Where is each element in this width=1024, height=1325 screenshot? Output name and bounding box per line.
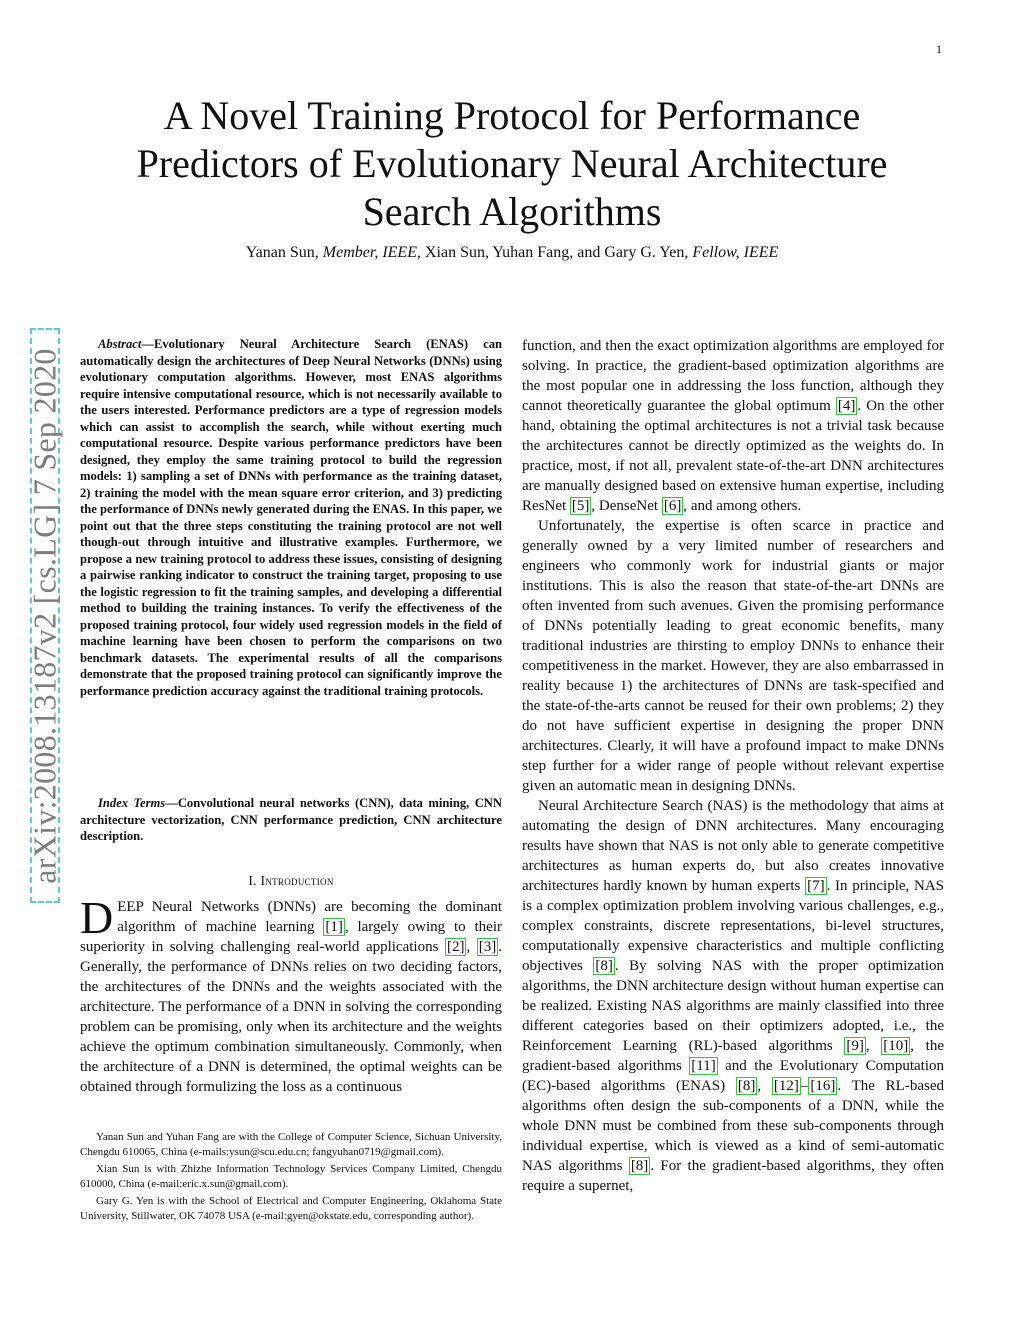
citation-link[interactable]: [8] [595,958,613,974]
citation-link[interactable]: [4] [837,398,856,414]
section-title: Introduction [260,873,334,888]
citation-link[interactable]: [10] [883,1038,909,1054]
citation-link[interactable]: [16] [810,1078,836,1094]
body-text: . By solving NAS with the proper optimization algorithms, the DNN architecture design without human expertise can be realized. Existing NAS algorithms are mainly classified into three different categories based on their optimizers adopted, i.e., the Reinforcement Learning (RL)-based algorithms [522,958,944,1054]
citation-link[interactable]: [7] [807,878,825,894]
intro-paragraph [80,892,502,1097]
citation-link[interactable]: [2] [446,939,465,955]
citation-link[interactable]: [8] [737,1078,756,1094]
author-1-role: Member, IEEE, [322,244,421,261]
abstract-label: Abstract [98,337,142,351]
footnote-affiliation-3: Gary G. Yen is with the School of Electrical and Computer Engineering, Oklahoma State University, Stillwater, OK 74078 USA (e-mail:gyen@okstate.edu, corresponding author). [80,1195,502,1222]
citation-link[interactable]: [5] [571,498,590,514]
dropcap: D [80,892,114,943]
author-2: Xian Sun, [424,244,489,261]
body-paragraph: Unfortunately, the expertise is often scarce in practice and generally owned by a very limited number of researchers and engineers who commonly work for industrial giants or major institutions. This is also the reason that state-of-the-art DNNs are often invented from such avenues. Given the promising performance of DNNs potentially leading to great economic benefits, many traditional industries are thirsting to employ DNNs to enhance their competitiveness in the market. However, they are also embarrassed in reality because 1) the architectures of DNNs are task-specified and the state-of-the-arts cannot be reused for their own problems; 2) they do not have sufficient expertise in designing the proper DNN architectures. Clearly, it will have a profound impact to make DNNs step further for a wider range of people without relevant expertise given an automatic mean in designing DNNs. [522,518,944,794]
citation-link[interactable]: [9] [846,1038,864,1054]
body-text: , the gradient-based algorithms [522,1038,944,1074]
citation-link[interactable]: [11] [691,1058,716,1074]
body-text: , and among others. [683,498,802,514]
citation-link[interactable]: [1] [325,919,343,935]
arxiv-stamp[interactable] [26,328,63,903]
body-paragraph [522,336,944,516]
footnote-affiliation-2: Xian Sun is with Zhizhe Information Technology Services Company Limited, Chengdu 610000, China (e-mail:eric.x.sun@gmail.com). [80,1163,502,1190]
page-number: 1 [936,42,942,56]
body-text: function, and then the exact optimization algorithms are employed for solving. In practice, the gradient-based optimization algorithms are the most popular one in addressing the loss function, although they cannot theoretically guarantee the global optimum [522,338,944,414]
body-paragraph [522,796,944,1196]
body-text: , DenseNet [591,498,662,514]
citation-link[interactable]: [8] [630,1158,649,1174]
intro-text: , [466,939,477,955]
body-text: . On the other hand, obtaining the optimal architectures is not a trivial task because the architectures cannot be directly optimized as the weights do. In practice, most, if not all, prevalent state-of-the-art DNN architectures are manually designed based on extensive human expertise, including ResNet [522,398,944,514]
section-heading [80,873,502,889]
intro-text: EEP Neural Networks (DNNs) are becoming the dominant algorithm of machine learning [117,899,502,935]
right-column [522,336,944,1196]
author-line [80,244,944,262]
author-3: Yuhan Fang, and Gary G. Yen, [492,244,689,261]
section-number: I. [248,873,257,888]
intro-text: , largely owing to their superiority in solving challenging real-world applications [80,919,502,955]
body-text: . The RL-based algorithms often design the sub-components of a DNN, while the whole DNN must be combined from these sub-components through individual expertise, which is viewed as a kind of semi-automatic NAS algorithms [522,1078,944,1174]
body-text: , [865,1038,882,1054]
citation-link[interactable]: [3] [478,939,497,955]
index-terms-label: Index Terms [98,796,166,810]
footnote-affiliation-1: Yanan Sun and Yuhan Fang are with the College of Computer Science, Sichuan University, Chengdu 610065, China (e-mails:ysun@scu.edu.cn; fangyuhan0719@gmail.com). [80,1131,502,1158]
author-1: Yanan Sun, [245,244,319,261]
body-text: and the Evolutionary Computation (EC)-based algorithms (ENAS) [522,1058,944,1094]
footnotes [80,1130,502,1226]
citation-link[interactable]: [12] [773,1078,799,1094]
paper-title: A Novel Training Protocol for Performance Predictors of Evolutionary Neural Architecture Search Algorithms [136,93,888,234]
arxiv-stamp-text: arXiv:2008.13187v2 [cs.LG] 7 Sep 2020 [26,347,63,884]
index-terms [80,795,502,845]
intro-text: . Generally, the performance of DNNs relies on two deciding factors, the architectures of the DNNs and the weights associated with the architecture. The performance of a DNN in solving the corresponding problem can be promising, only when its architecture and the weights achieve the optimum combination simultaneously. Commonly, when the architecture of a DNN is determined, the optimal weights can be obtained through formulizing the loss as a continuous [80,939,502,1095]
body-text: . In principle, NAS is a complex optimization problem involving various challenges, e.g., complex constraints, discrete representations, bi-level structures, computationally expensive characteristics and multiple conflicting objectives [522,878,944,974]
citation-link[interactable]: [6] [663,498,682,514]
abstract-text: —Evolutionary Neural Architecture Search (ENAS) can automatically design the architectures of Deep Neural Networks (DNNs) using evolutionary computation algorithms. However, most ENAS algorithms require intensive computational resource, which is not necessarily available to the users interested. Performance predictors are a type of regression models which can assist to accomplish the search, while without exerting much computational resource. Despite various performance predictors have been designed, they employ the same training protocol to build the regression models: 1) sampling a set of DNNs with performance as the training dataset, 2) training the model with the mean square error criterion, and 3) predicting the performance of DNNs newly generated during the ENAS. In this paper, we point out that the three steps constituting the training protocol are not well though-out through intuitive and illustrative examples. Furthermore, we propose a new training protocol to address these issues, consisting of designing a pairwise ranking indicator to construct the training target, proposing to use the logistic regression to fit the training samples, and developing a differential method to building the training instances. To verify the effectiveness of the proposed training protocol, four widely used regression models in the field of machine learning have been chosen to perform the comparisons on two benchmark datasets. The experimental results of all the comparisons demonstrate that the proposed training protocol can significantly improve the performance prediction accuracy against the traditional training protocols. [80,337,502,698]
author-3-role: Fellow, IEEE [692,244,779,261]
body-text: , [757,1078,772,1094]
body-text: – [800,1078,809,1094]
abstract [80,336,502,699]
body-text: Neural Architecture Search (NAS) is the methodology that aims at automating the design of DNN architectures. Many encouraging results have shown that NAS is not only able to generate competitive architectures as human experts do, but also creates innovative architectures hardly known by human experts [522,798,944,894]
index-terms-text: —Convolutional neural networks (CNN), data mining, CNN architecture vectorization, CNN performance prediction, CNN architecture description. [80,796,502,843]
body-text: . For the gradient-based algorithms, they often require a supernet, [522,1158,944,1194]
